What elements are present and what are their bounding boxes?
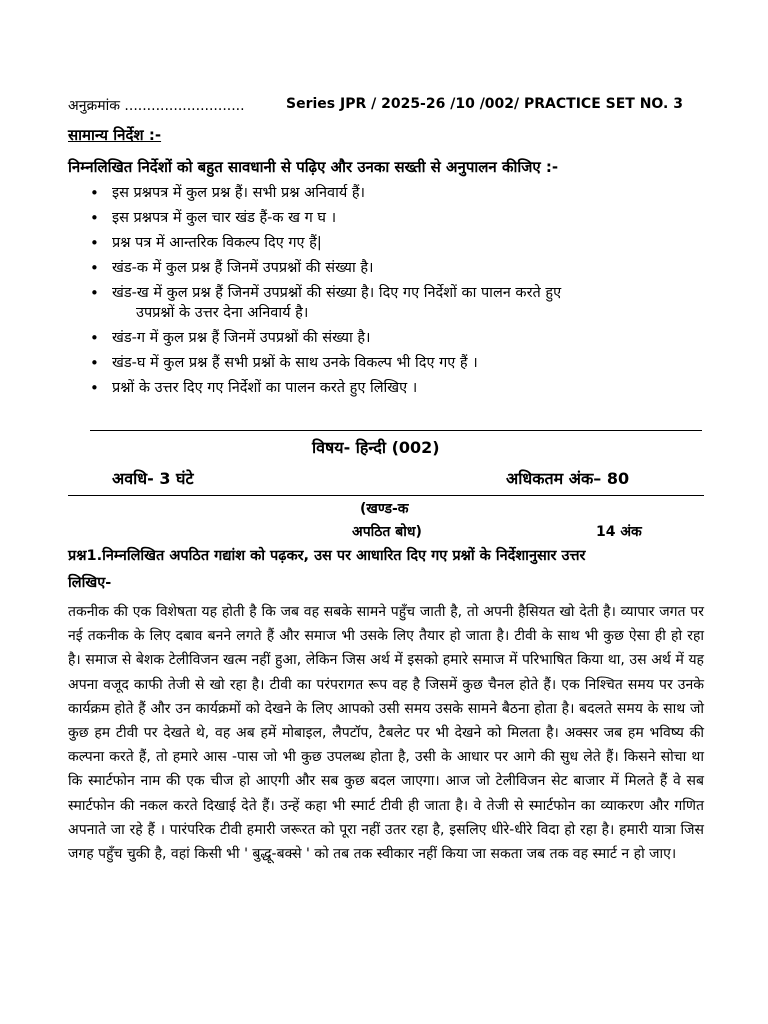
instructions-lead: निम्नलिखित निर्देशों को बहुत सावधानी से पढ़िए और उनका सख्ती से अनुपालन कीजिए :- <box>68 158 559 176</box>
section-label: (खण्ड-क <box>360 501 409 517</box>
instruction-item: • खंड-क में कुल प्रश्न हैं जिनमें उपप्रश्नों की संख्या है। <box>90 258 720 278</box>
instruction-item: • प्रश्न पत्र में आन्तरिक विकल्प दिए गए हैं| <box>90 233 720 253</box>
instruction-item: • प्रश्नों के उत्तर दिए गए निर्देशों का पालन करते हुए लिखिए । <box>90 378 720 398</box>
divider-top <box>90 430 702 431</box>
instruction-item: • इस प्रश्नपत्र में कुल चार खंड हैं-क ख ग घ । <box>90 208 720 228</box>
series-code: Series JPR / 2025-26 /10 /002/ PRACTICE SET NO. 3 <box>286 96 683 112</box>
divider-bottom <box>68 495 704 496</box>
section-title: अपठित बोध) <box>352 524 422 540</box>
section-marks: 14 अंक <box>596 524 642 540</box>
instruction-item: • इस प्रश्नपत्र में कुल प्रश्न हैं। सभी प्रश्न अनिवार्य हैं। <box>90 183 720 203</box>
instruction-item: • खंड-ग में कुल प्रश्न हैं जिनमें उपप्रश्नों की संख्या है। <box>90 328 720 348</box>
subject-title: विषय- हिन्दी (002) <box>312 438 440 457</box>
duration: अवधि- 3 घंटे <box>112 469 194 488</box>
instruction-list <box>90 183 720 403</box>
general-instructions-heading: सामान्य निर्देश :- <box>68 126 162 144</box>
unseen-passage: तकनीक की एक विशेषता यह होती है कि जब वह सबके सामने पहुँच जाती है, तो अपनी हैसियत खो देती है। व्यापार जगत पर नई तकनीक के लिए दबाव बनने लगते हैं और समाज भी उसके लिए तैयार हो जाता है। टीवी के साथ भी कुछ ऐसा ही हो रहा है। समाज से बेशक टेलीविजन खत्म नहीं हुआ, लेकिन जिस अर्थ में इसको हमारे समाज में परिभाषित किया था, उस अर्थ में यह अपना वजूद काफी तेजी से खो रहा है। टीवी का परंपरागत रूप वह है जिसमें कुछ चैनल होते हैं। एक निश्चित समय पर उनके कार्यक्रम होते हैं और उन कार्यक्रमों को देखने के लिए आपको उसी समय उसके सामने बैठना होता है। बदलते समय के साथ जो कुछ हम टीवी पर देखते थे, वह अब हमें मोबाइल, लैपटॉप, टैबलेट पर भी देखने को मिलता है। अक्सर जब हम भविष्य की कल्पना करते हैं, तो हमारे आस -पास जो भी कुछ उपलब्ध होता है, उसी के आधार पर आगे की सुध लेते हैं। किसने सोचा था कि स्मार्टफोन नाम की एक चीज हो आएगी और सब कुछ बदल जाएगा। आज जो टेलीविजन सेट बाजार में मिलते हैं वे सब स्मार्टफोन की नकल करते दिखाई देते हैं। उन्हें कहा भी स्मार्ट टीवी ही जाता है। वे तेजी से स्मार्टफोन का व्याकरण और गणित अपनाते जा रहे हैं । पारंपरिक टीवी हमारी जरूरत को पूरा नहीं उतर रहा है, इसलिए धीरे-धीरे विदा हो रहा है। हमारी यात्रा जिस जगह पहुँच चुकी है, वहां किसी भी ' बुद्धू-बक्से ' को तब तक स्वीकार नहीं किया जा सकता जब तक वह स्मार्ट न हो जाए। <box>68 604 704 863</box>
instruction-item: • खंड-ख में कुल प्रश्न हैं जिनमें उपप्रश्नों की संख्या है। दिए गए निर्देशों का पालन करते हुए उपप्रश्नों के उत्तर देना अनिवार्य है। <box>90 283 720 323</box>
instruction-item: • खंड-घ में कुल प्रश्न हैं सभी प्रश्नों के साथ उनके विकल्प भी दिए गए हैं । <box>90 353 720 373</box>
roll-number-label: अनुक्रमांक ........................... <box>68 98 245 114</box>
question-text: प्रश्न1.निम्नलिखित अपठित गद्यांश को पढ़कर, उस पर आधारित दिए गए प्रश्नों के निर्देशानुसार उत्तर <box>68 548 586 564</box>
max-marks: अधिकतम अंक– 80 <box>506 469 630 488</box>
question-text-continued: लिखिए- <box>68 575 112 591</box>
